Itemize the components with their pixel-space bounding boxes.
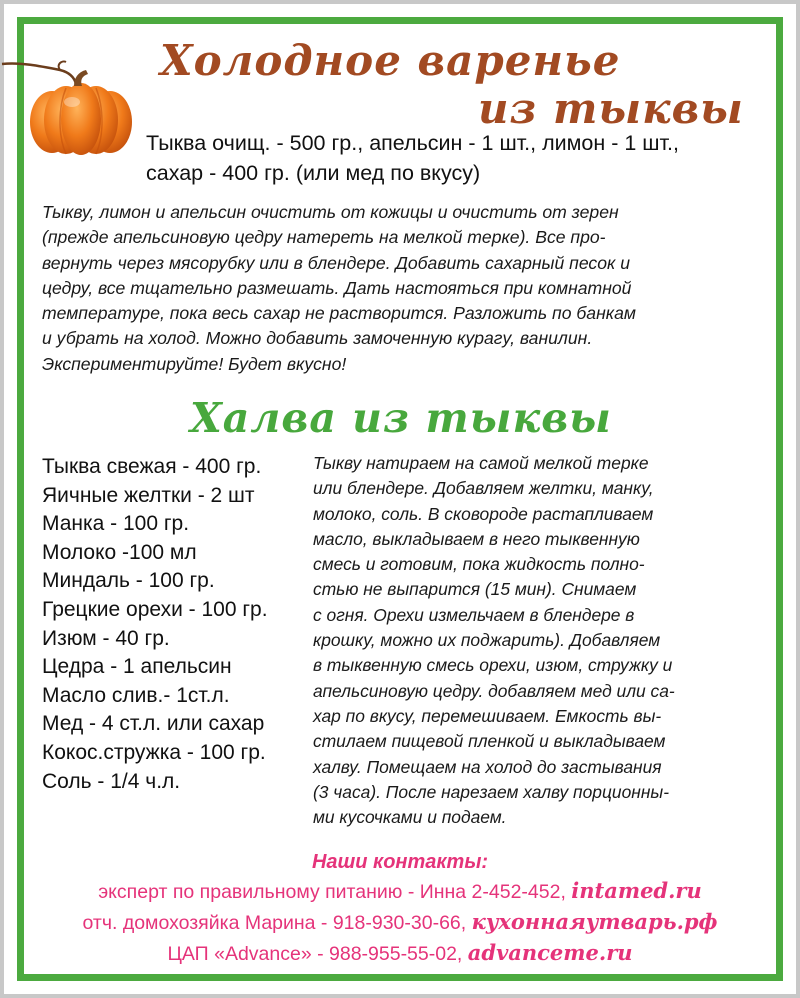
- recipe2-method-line: крошку, можно их поджарить). Добавляем: [313, 630, 661, 651]
- recipe2-method-line: апельсиновую цедру. добавляем мед или са-: [313, 680, 675, 701]
- recipe1-method: [42, 200, 762, 377]
- ingredient-item: Изюм - 40 гр.: [42, 626, 170, 650]
- recipe2-method-line: хар по вкусу, перемешиваем. Емкость вы-: [313, 705, 662, 726]
- recipe1-ingredients-line: Тыква очищ. - 500 гр., апельсин - 1 шт., лимон - 1 шт.,: [146, 131, 679, 155]
- contact-site-link[interactable]: advanceme.ru: [467, 940, 633, 965]
- recipe2-method-line: Тыкву натираем на самой мелкой терке: [313, 453, 649, 473]
- recipe1-method-line: температуре, пока весь сахар не растворится. Разложить по банкам: [42, 303, 636, 324]
- recipe1-ingredients: [146, 128, 766, 188]
- recipe2-method-line: стью не выпарится (15 мин). Снимаем: [313, 579, 637, 600]
- recipe1-method-line: Тыкву, лимон и апельсин очистить от кожицы и очистить от зерен: [42, 202, 619, 222]
- ingredient-item: Яичные желтки - 2 шт: [42, 483, 255, 507]
- recipe2-method-line: или блендере. Добавляем желтки, манку,: [313, 478, 654, 499]
- recipe2-method-line: ми кусочками и подаем.: [313, 807, 507, 828]
- recipe1-ingredients-line: сахар - 400 гр. (или мед по вкусу): [146, 161, 481, 185]
- recipe1-method-line: и убрать на холод. Можно добавить замоченную курагу, ванилин.: [42, 328, 593, 349]
- ingredient-item: Кокос.стружка - 100 гр.: [42, 740, 266, 764]
- ingredient-item: Тыква свежая - 400 гр.: [42, 455, 262, 478]
- recipe2-method-line: с огня. Орехи измельчаем в блендере в: [313, 604, 635, 625]
- contact-line: [24, 876, 776, 907]
- ingredient-item: Цедра - 1 апельсин: [42, 655, 232, 679]
- contact-site-link[interactable]: intamed.ru: [571, 878, 702, 903]
- pumpkin-icon: [0, 58, 145, 158]
- recipe2-method-line: в тыквенную смесь орехи, изюм, стружку и: [313, 655, 673, 676]
- contacts-heading: Наши контакты:: [311, 851, 489, 873]
- recipe2-method-line: масло, выкладываем в него тыквенную: [313, 528, 640, 549]
- contact-text: ЦАП «Advance» - 988-955-55-02,: [167, 943, 468, 965]
- recipe1-method-line: вернуть через мясорубку или в блендере. Добавить сахарный песок и: [42, 252, 630, 273]
- ingredient-item: Манка - 100 гр.: [42, 512, 190, 536]
- contact-text: отч. домохозяйка Марина - 918-930-30-66,: [82, 912, 472, 934]
- recipe1-title-line1: Холодное варенье: [160, 36, 621, 85]
- recipe2-method-line: халву. Помещаем на холод до застывания: [313, 756, 662, 777]
- recipe2-method: [313, 451, 761, 830]
- recipe1-title-line2: из тыквы: [478, 84, 744, 133]
- recipe1-method-line: Экспериментируйте! Будет вкусно!: [42, 353, 347, 374]
- contact-line: [24, 907, 776, 938]
- ingredient-item: Масло слив.- 1ст.л.: [42, 683, 230, 707]
- contact-text: эксперт по правильному питанию - Инна 2-452-452,: [98, 881, 572, 903]
- recipe2-method-line: смесь и готовим, пока жидкость полно-: [313, 554, 645, 575]
- contact-site-link[interactable]: кухоннаяутварь.рф: [471, 909, 718, 934]
- ingredient-item: Грецкие орехи - 100 гр.: [42, 597, 268, 621]
- recipe2-title: Халва из тыквы: [190, 394, 612, 442]
- recipe1-method-line: (прежде апельсиновую цедру натереть на мелкой терке). Все про-: [42, 227, 606, 248]
- recipe2-ingredients: [42, 453, 312, 796]
- ingredient-item: Молоко -100 мл: [42, 540, 197, 564]
- ingredient-item: Мед - 4 ст.л. или сахар: [42, 712, 265, 736]
- ingredient-item: Миндаль - 100 гр.: [42, 569, 215, 593]
- contacts-block: [24, 848, 776, 969]
- recipe2-method-line: стилаем пищевой пленкой и выкладываем: [313, 731, 666, 752]
- contact-line: [24, 938, 776, 969]
- recipe1-method-line: цедру, все тщательно размешать. Дать настояться при комнатной: [42, 277, 632, 298]
- recipe2-method-line: (3 часа). После нарезаем халву порционны-: [313, 781, 669, 802]
- ingredient-item: Соль - 1/4 ч.л.: [42, 769, 181, 793]
- recipe2-method-line: молоко, соль. В сковороде растапливаем: [313, 503, 654, 524]
